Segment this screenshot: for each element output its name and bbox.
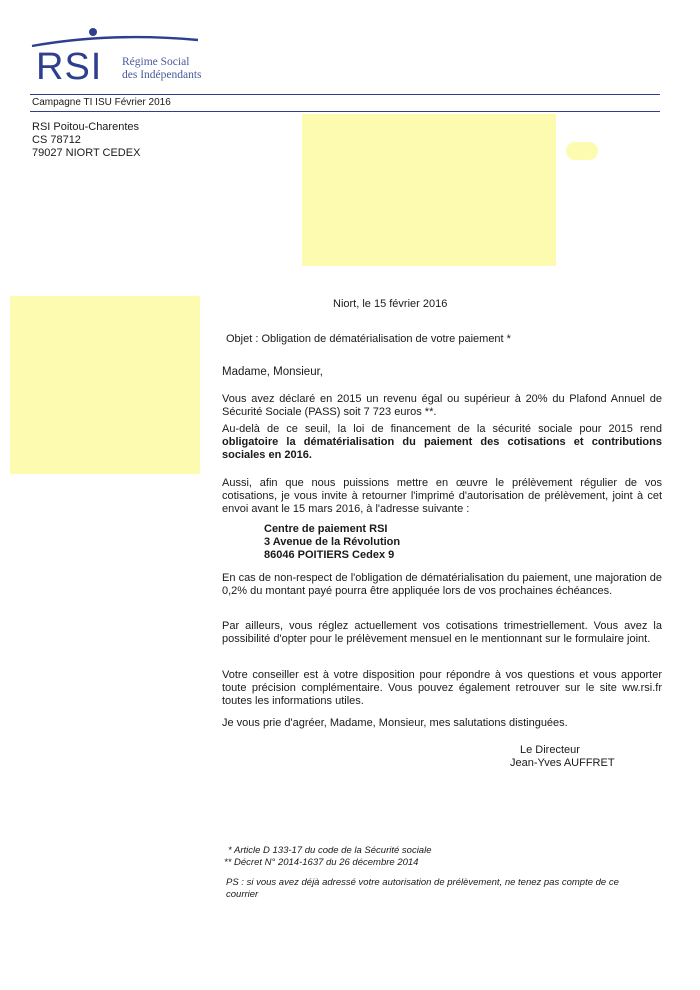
- rsi-logo: [30, 24, 220, 86]
- payment-center-line3: 86046 POITIERS Cedex 9: [264, 549, 395, 561]
- paragraph-obligation-bold: obligatoire la dématérialisation du paiement des cotisations et contributions sociales en 2016.: [222, 436, 662, 461]
- paragraph-income: Vous avez déclaré en 2015 un revenu égal ou supérieur à 20% du Plafond Annuel de Sécurité Sociale (PASS) soit 7 723 euros **.: [222, 393, 662, 418]
- payment-center-line2: 3 Avenue de la Révolution: [264, 536, 401, 548]
- footnote-decree: ** Décret N° 2014-1637 du 26 décembre 2014: [224, 857, 419, 868]
- redacted-mark: [566, 142, 598, 160]
- footnote-article: * Article D 133-17 du code de la Sécurité sociale: [228, 845, 432, 856]
- closing-line: Je vous prie d'agréer, Madame, Monsieur, mes salutations distinguées.: [222, 717, 568, 729]
- paragraph-advisor: Votre conseiller est à votre disposition pour répondre à vos questions et vous apporter toute précision complémentaire. Vous pouvez également retrouver sur le site ww.rsi.fr toutes les informations utiles.: [222, 669, 662, 707]
- signature-block: [510, 744, 615, 770]
- salutation: Madame, Monsieur,: [222, 366, 323, 378]
- payment-center-address: [264, 523, 400, 562]
- paragraph-obligation-text: Au-delà de ce seuil, la loi de financement de la sécurité sociale pour 2015 rend: [222, 423, 662, 435]
- logo-line2: des Indépendants: [122, 69, 202, 81]
- date-line: Niort, le 15 février 2016: [333, 298, 448, 310]
- header-rule-top: [30, 94, 660, 95]
- sender-line3: 79027 NIORT CEDEX: [32, 147, 141, 159]
- redacted-left-margin: [10, 296, 200, 474]
- subject-line: Objet : Obligation de dématérialisation de votre paiement *: [226, 333, 511, 345]
- paragraph-penalty: En cas de non-respect de l'obligation de dématérialisation du paiement, une majoration de 0,2% du montant payé pourra être appliquée lors de vos prochaines échéances.: [222, 572, 662, 597]
- postscript: PS : si vous avez déjà adressé votre autorisation de prélèvement, ne tenez pas compte de ce courrier: [226, 877, 619, 900]
- signature-title: Le Directeur: [520, 744, 580, 756]
- payment-center-line1: Centre de paiement RSI: [264, 523, 388, 535]
- logo-mark: RSI: [36, 46, 103, 88]
- logo-line1: Régime Social: [122, 56, 190, 68]
- sender-line2: CS 78712: [32, 134, 81, 146]
- header-rule-bottom: [30, 111, 660, 112]
- sender-address: [32, 121, 140, 160]
- redacted-recipient-block: [302, 114, 556, 266]
- signature-name: Jean-Yves AUFFRET: [510, 757, 615, 769]
- paragraph-instructions: Aussi, afin que nous puissions mettre en œuvre le prélèvement régulier de vos cotisations, je vous invite à retourner l'imprimé d'autorisation de prélèvement, joint à cet envoi avant le 15 mars 2016, à l'adresse suivante :: [222, 477, 662, 515]
- campaign-label: Campagne TI ISU Février 2016: [32, 97, 171, 108]
- paragraph-monthly-option: Par ailleurs, vous réglez actuellement vos cotisations trimestriellement. Vous avez la possibilité d'opter pour le prélèvement mensuel en le mentionnant sur le formulaire joint.: [222, 620, 662, 645]
- sender-line1: RSI Poitou-Charentes: [32, 121, 139, 133]
- paragraph-obligation: [222, 423, 662, 462]
